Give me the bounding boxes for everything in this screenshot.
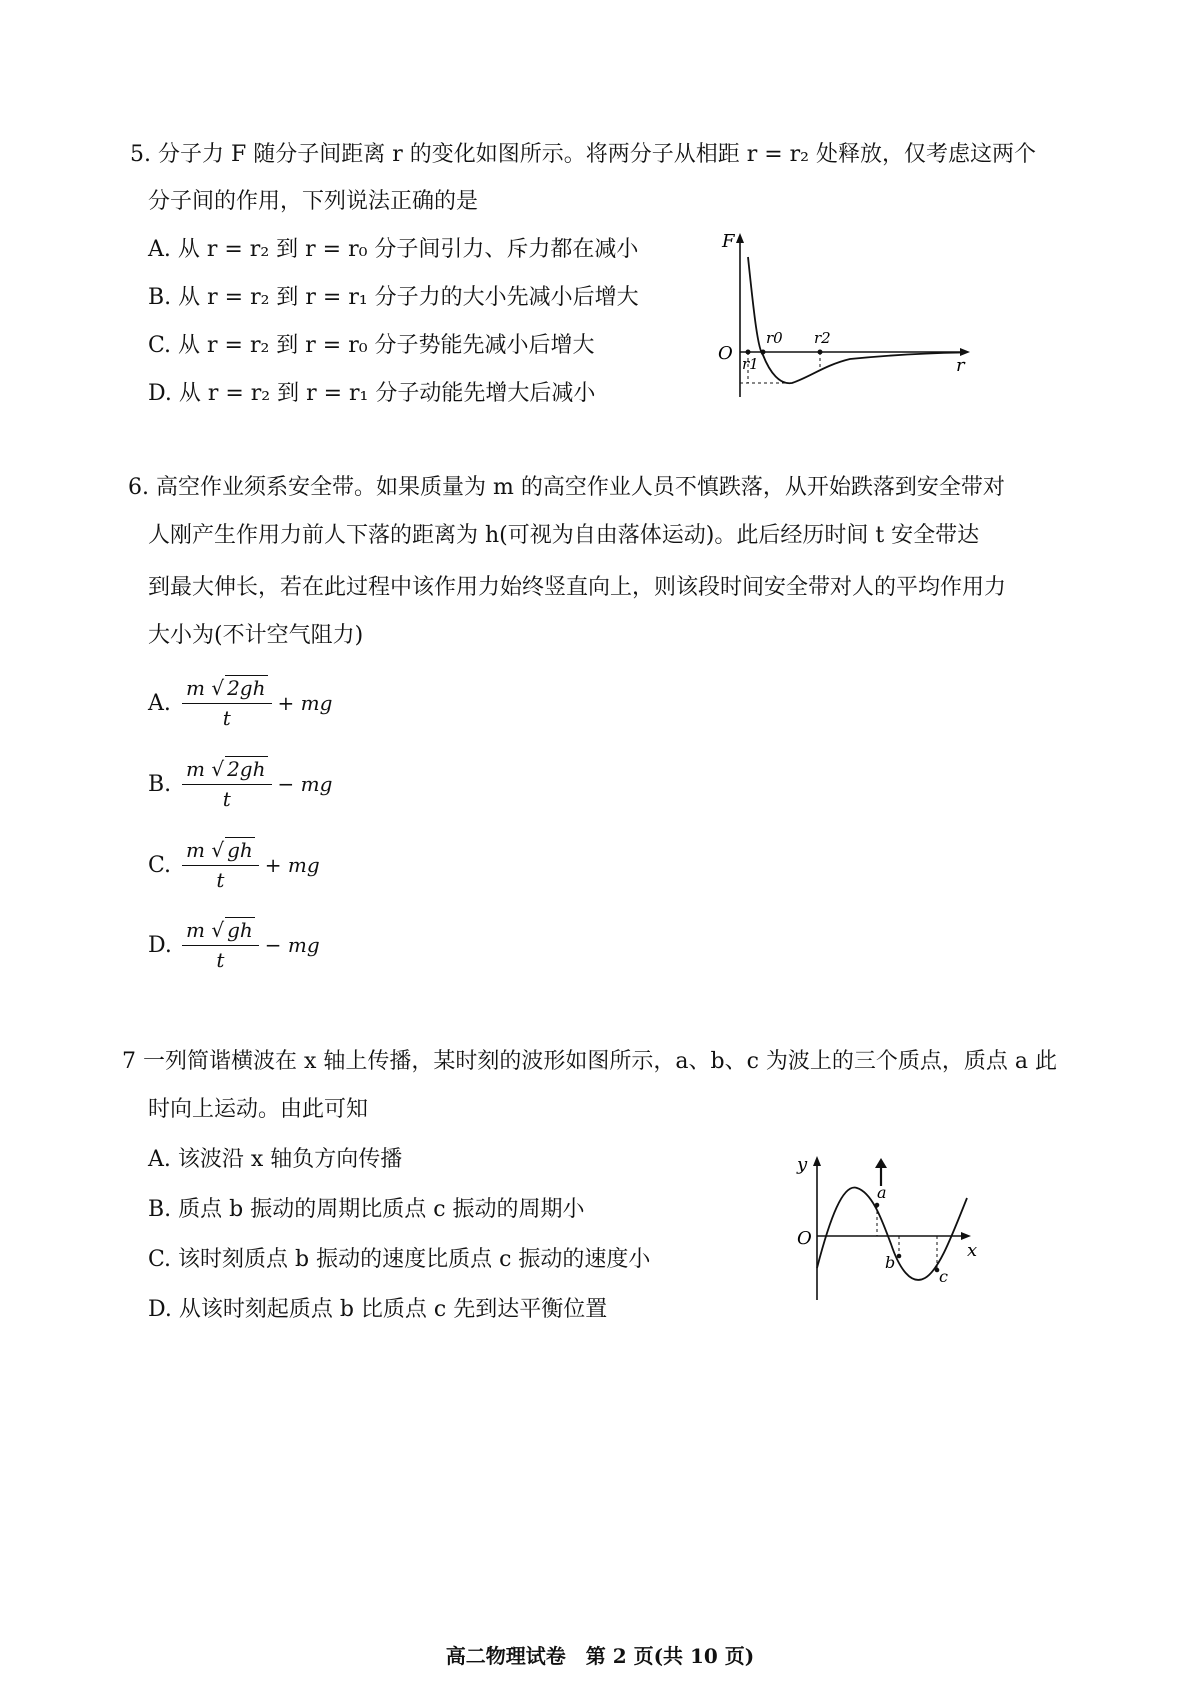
q7-option-c: C. 该时刻质点 b 振动的速度比质点 c 振动的速度小: [148, 1247, 651, 1272]
q7-option-d: D. 从该时刻起质点 b 比质点 c 先到达平衡位置: [148, 1297, 608, 1322]
q6-option-b-letter: B.: [148, 771, 172, 797]
q6-stem-line4: 大小为(不计空气阻力): [148, 623, 364, 648]
q5-f-label: F: [722, 231, 735, 252]
q6-option-d-tail: − mg: [264, 933, 320, 957]
q6-option-d-mass: m: [186, 918, 205, 942]
q5-option-b: B. 从 r = r₂ 到 r = r₁ 分子力的大小先减小后增大: [148, 285, 639, 310]
q7-y-axis-arrow: [813, 1156, 821, 1166]
q6-option-b-denominator: t: [222, 787, 231, 811]
q6-option-c-letter: C.: [148, 852, 172, 878]
q6-stem-line3: 到最大伸长，若在此过程中该作用力始终竖直向上，则该段时间安全带对人的平均作用力: [148, 575, 1007, 600]
q7-x-label: x: [967, 1240, 978, 1261]
q6-option-b-radicand: 2gh: [227, 757, 266, 781]
q6-option-b-mass: m: [186, 757, 205, 781]
q6-stem-line1: 6. 高空作业须系安全带。如果质量为 m 的高空作业人员不慎跌落，从开始跌落到安全带对: [128, 475, 1005, 500]
q6-stem-line2: 人刚产生作用力前人下落的距离为 h(可视为自由落体运动)。此后经历时间 t 安全带达: [148, 523, 980, 548]
q5-force-curve: [748, 257, 962, 383]
q6-option-a-radicand: 2gh: [227, 676, 266, 700]
q7-b-label: b: [885, 1253, 896, 1272]
q5-stem-line2: 分子间的作用，下列说法正确的是: [148, 189, 479, 214]
q7-x-axis-arrow: [961, 1232, 971, 1240]
q6-option-d: [148, 918, 320, 972]
q5-r0-label: r0: [766, 329, 783, 347]
q7-stem-line2: 时向上运动。由此可知: [148, 1097, 369, 1122]
q6-option-a-fraction: $\frac{m √ 2gh}{t}$: [182, 676, 272, 730]
q5-r-label: r: [956, 355, 965, 376]
q5-option-d: D. 从 r = r₂ 到 r = r₁ 分子动能先增大后减小: [148, 381, 596, 406]
q6-option-c-denominator: t: [216, 868, 225, 892]
q7-a-label: a: [877, 1183, 887, 1202]
q6-option-d-denominator: t: [216, 948, 225, 972]
page-footer: 高二物理试卷 第 2 页(共 10 页): [445, 1644, 755, 1668]
q5-r1-label: r1: [742, 355, 759, 373]
q5-f-axis-arrow: [736, 233, 744, 243]
q6-option-d-fraction: $\frac{m √ gh}{t}$: [182, 918, 259, 972]
q6-option-b-fraction: $\frac{m √ 2gh}{t}$: [182, 757, 272, 811]
q6-option-c-radicand: gh: [227, 838, 253, 862]
q6-option-a-mass: m: [186, 676, 205, 700]
q7-c-label: c: [939, 1267, 948, 1286]
q7-option-b: B. 质点 b 振动的周期比质点 c 振动的周期小: [148, 1197, 585, 1222]
q6-option-c-mass: m: [186, 838, 205, 862]
q6-option-a-letter: A.: [148, 690, 171, 716]
q7-velocity-arrow-head: [875, 1158, 887, 1168]
q7-option-a: A. 该波沿 x 轴负方向传播: [148, 1147, 403, 1172]
q5-r2-point: [818, 350, 823, 355]
q6-option-c-tail: + mg: [264, 853, 320, 877]
q5-r0-point: [761, 350, 766, 355]
q7-wave-graph: [785, 1148, 985, 1308]
q6-option-c: [148, 838, 320, 892]
q5-force-distance-graph: [700, 225, 990, 405]
q6-option-a: [148, 676, 332, 730]
q5-option-c: C. 从 r = r₂ 到 r = r₀ 分子势能先减小后增大: [148, 333, 595, 358]
q7-point-a: [875, 1203, 880, 1208]
q6-option-a-denominator: t: [222, 706, 231, 730]
q5-r1-point: [746, 350, 751, 355]
q6-option-b-tail: − mg: [277, 772, 333, 796]
q6-option-c-fraction: $\frac{m √ gh}{t}$: [182, 838, 259, 892]
q6-option-d-radicand: gh: [227, 918, 253, 942]
q6-option-d-letter: D.: [148, 932, 172, 958]
q5-r2-label: r2: [814, 329, 831, 347]
q7-y-label: y: [797, 1154, 808, 1175]
q5-option-a: A. 从 r = r₂ 到 r = r₀ 分子间引力、斥力都在减小: [148, 237, 639, 262]
q7-origin-label: O: [797, 1228, 812, 1249]
q7-stem-line1: 7 一列简谐横波在 x 轴上传播，某时刻的波形如图所示，a、b、c 为波上的三个质点，质点 a 此: [122, 1049, 1058, 1074]
q6-option-a-tail: + mg: [277, 691, 333, 715]
q6-option-b: [148, 757, 332, 811]
q7-point-b: [897, 1254, 902, 1259]
q5-stem-line1: 5. 分子力 F 随分子间距离 r 的变化如图所示。将两分子从相距 r = r₂ 处释放，仅考虑这两个: [130, 142, 1036, 167]
q5-origin-label: O: [718, 343, 733, 364]
